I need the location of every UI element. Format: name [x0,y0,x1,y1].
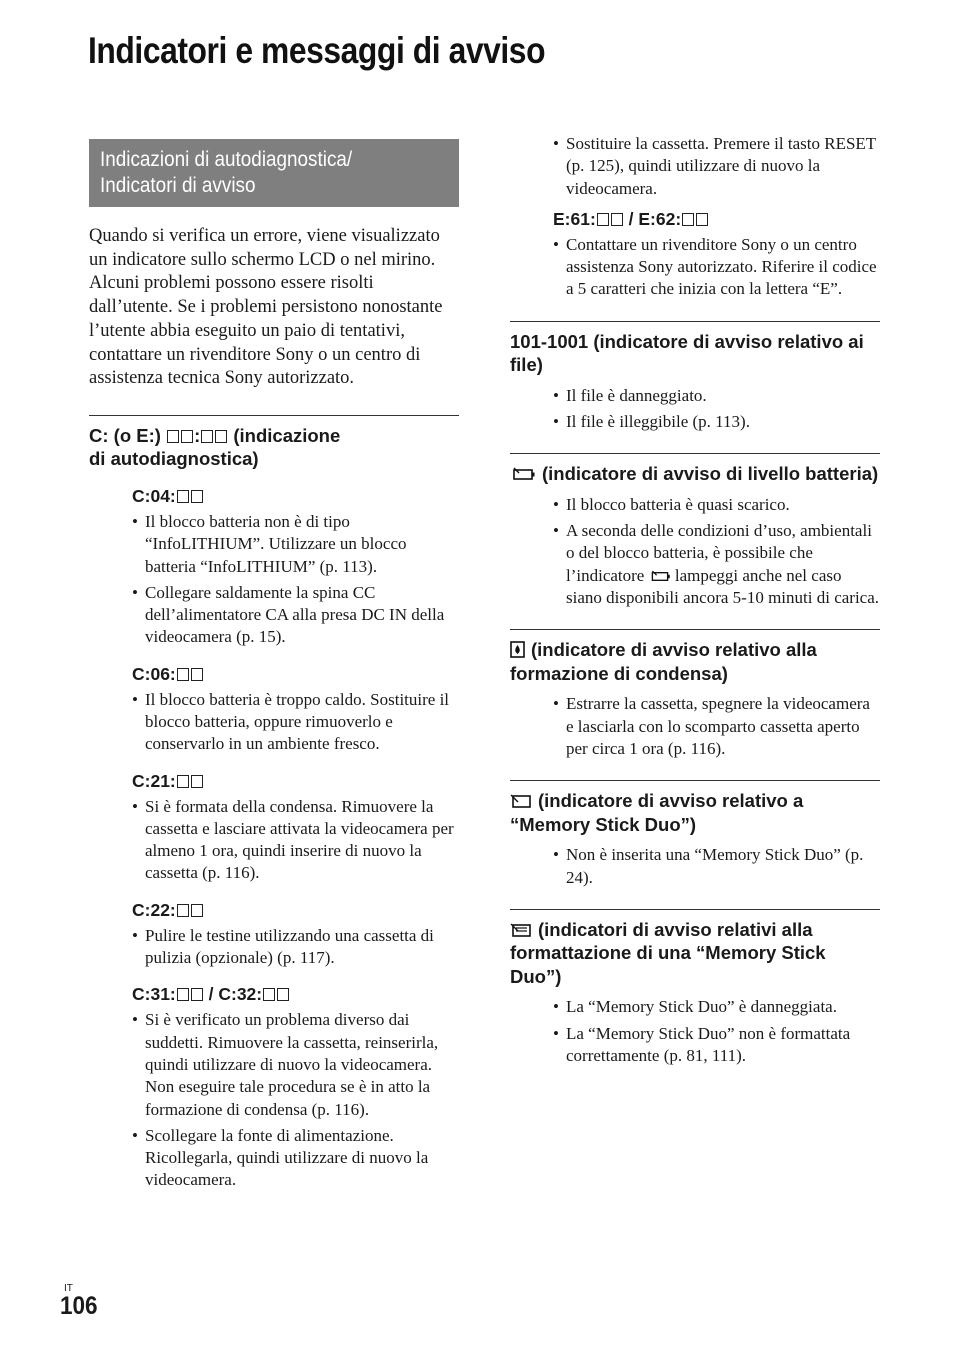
placeholder-box-icon [597,213,609,226]
placeholder-box-icon [191,988,203,1001]
condensation-icon [510,641,525,658]
list-item: • Il file è illeggibile (p. 113). [553,411,880,433]
language-code: IT [64,1283,73,1294]
bullet-list [553,494,880,609]
bullet-list [553,693,880,760]
list-item: • Si è verificato un problema diverso dai suddetti. Rimuovere la cassetta, reinserirla, quindi utilizzare di nuovo la videocamera. Non eseguire tale procedura se è in atto la formazione di condensa (p. 116). [132,1009,459,1120]
bullet-list [553,996,880,1067]
list-item: • Si è formata della condensa. Rimuovere la cassetta e lasciare attivata la videocamera per almeno 1 ora, quindi inserire di nuovo la cassetta (p. 116). [132,796,459,885]
section-heading-file: 101-1001 (indicatore di avviso relativo ai file) [510,330,864,376]
left-column [89,135,459,1196]
placeholder-box-icon [191,490,203,503]
list-item: • Il blocco batteria è quasi scarico. [553,494,880,516]
list-item: • Pulire le testine utilizzando una cassetta di pulizia (opzionale) (p. 117). [132,925,459,970]
placeholder-box-icon [177,668,189,681]
section-divider [510,780,880,781]
bullet-list [132,1009,459,1191]
bullet-list [132,925,459,970]
list-item: • Contattare un rivenditore Sony o un centro assistenza Sony autorizzato. Riferire il codice a 5 caratteri che inizia con la lettera “E”. [553,234,880,301]
memory-stick-format-icon [510,923,532,938]
section-divider [510,629,880,630]
right-column [510,133,880,1071]
list-item: • Estrarre la cassetta, spegnere la videocamera e lasciarla con lo scomparto cassetta aperto per circa 1 ora (p. 116). [553,693,880,760]
bullet-list [132,511,459,649]
section-heading-condensation: (indicatore di avviso relativo alla formazione di condensa) [510,639,817,684]
placeholder-box-icon [191,668,203,681]
battery-warning-icon [649,570,671,583]
bullet-list [132,796,459,885]
list-item: • Il blocco batteria è troppo caldo. Sostituire il blocco batteria, oppure rimuoverlo e conservarlo in un ambiente fresco. [132,689,459,756]
bullet-list [553,133,880,200]
list-item: • Collegare saldamente la spina CC dell’alimentatore CA alla presa DC IN della videocamera (p. 15). [132,582,459,649]
placeholder-box-icon [215,430,227,443]
code-heading: C:06: [132,663,459,685]
section-heading-memory-stick-format: (indicatori di avviso relativi alla formattazione di una “Memory Stick Duo”) [510,918,826,987]
page-title: Indicatori e messaggi di avviso [88,30,546,71]
list-item: • Il file è danneggiato. [553,385,880,407]
list-item: • Non è inserita una “Memory Stick Duo” (p. 24). [553,844,880,889]
placeholder-box-icon [167,430,179,443]
bullet-list [132,689,459,756]
placeholder-box-icon [682,213,694,226]
placeholder-box-icon [263,988,275,1001]
section-divider [89,415,459,416]
section-heading-memory-stick: (indicatore di avviso relativo a “Memory Stick Duo”) [510,790,804,835]
placeholder-box-icon [181,430,193,443]
placeholder-box-icon [191,775,203,788]
intro-paragraph: Alcuni problemi possono essere risolti dall’utente. Se i problemi persistono nonostante l’utente abbia eseguito un paio di tentativi, contattare un rivenditore Sony o un centro di assistenza tecnica Sony autorizzato. [89,273,443,389]
intro-text [89,225,459,391]
list-item: • Scollegare la fonte di alimentazione. Ricollegarla, quindi utilizzare di nuovo la videocamera. [132,1125,459,1192]
list-item: • La “Memory Stick Duo” non è formattata correttamente (p. 81, 111). [553,1023,880,1068]
bullet-list [553,385,880,434]
section-divider [510,453,880,454]
code-heading: C:31: / C:32: [132,983,459,1005]
placeholder-box-icon [201,430,213,443]
placeholder-box-icon [277,988,289,1001]
banner-line-2: Indicatori di avviso [100,174,256,197]
code-heading: E:61: / E:62: [553,208,880,230]
placeholder-box-icon [177,904,189,917]
list-item: • Il blocco batteria non è di tipo “InfoLITHIUM”. Utilizzare un blocco batteria “InfoLITHIUM” (p. 113). [132,511,459,578]
list-item: • Sostituire la cassetta. Premere il tasto RESET (p. 125), quindi utilizzare di nuovo la videocamera. [553,133,880,200]
placeholder-box-icon [611,213,623,226]
code-heading: C:21: [132,770,459,792]
list-item: • A seconda delle condizioni d’uso, ambientali o del blocco batteria, è possibile che l’indicatore lampeggi anche nel caso siano disponibili ancora 5-10 minuti di carica. [553,520,880,609]
banner-line-1: Indicazioni di autodiagnostica/ [100,148,353,171]
memory-stick-icon [510,794,532,809]
section-heading-battery: (indicatore di avviso di livello batteria) [510,462,880,486]
page-number: 106 [60,1292,98,1320]
code-heading: C:04: [132,485,459,507]
placeholder-box-icon [191,904,203,917]
placeholder-box-icon [177,775,189,788]
bullet-list [553,234,880,301]
bullet-list [553,844,880,889]
code-heading: C:22: [132,899,459,921]
intro-paragraph: Quando si verifica un errore, viene visualizzato un indicatore sullo schermo LCD o nel mirino. [89,226,440,270]
section-heading-autodiagnostic: C: (o E:) : (indicazione di autodiagnostica) [89,424,341,470]
placeholder-box-icon [177,490,189,503]
section-divider [510,321,880,322]
section-divider [510,909,880,910]
list-item: • La “Memory Stick Duo” è danneggiata. [553,996,880,1018]
battery-warning-icon [510,467,536,482]
placeholder-box-icon [177,988,189,1001]
section-banner [89,139,459,207]
placeholder-box-icon [696,213,708,226]
